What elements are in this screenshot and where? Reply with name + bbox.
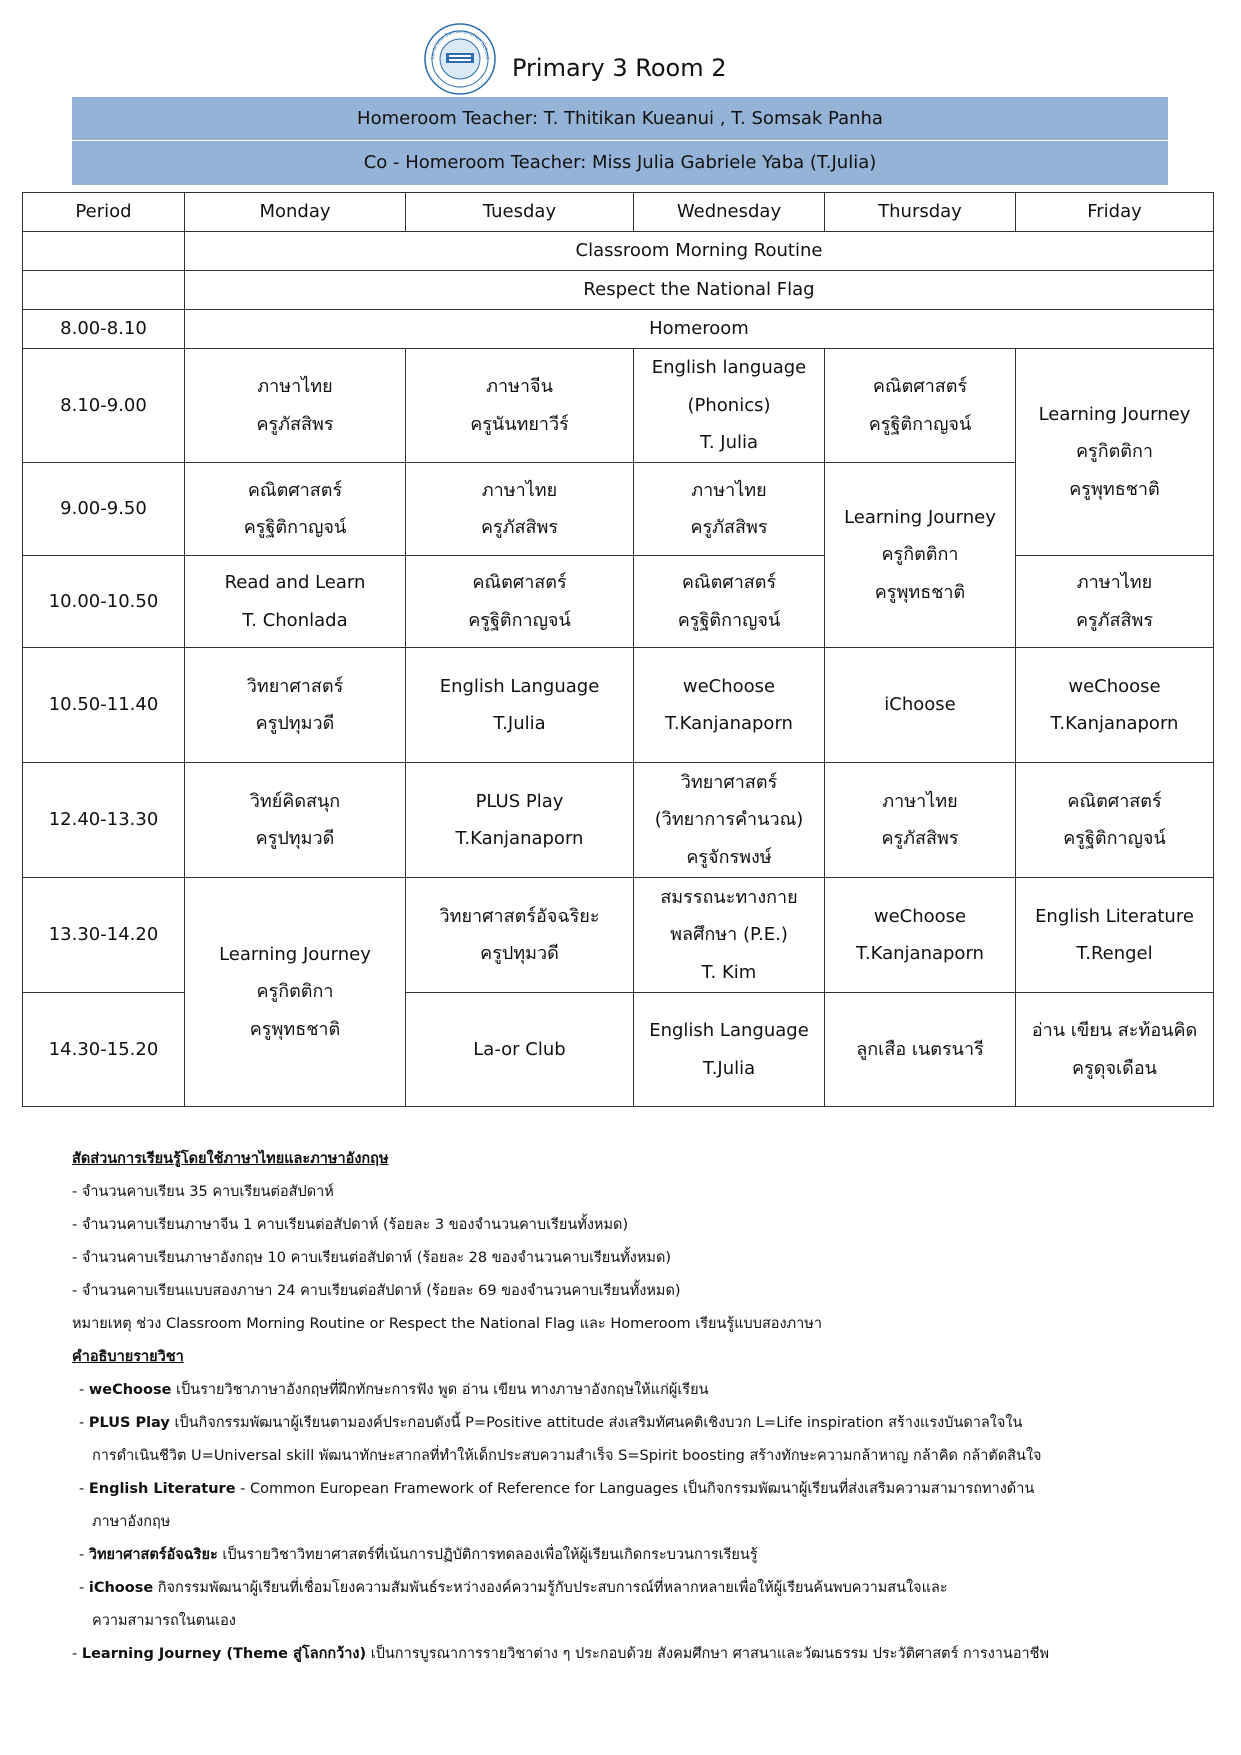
class-cell <box>1016 763 1214 878</box>
teacher: ครูดุจเดือน <box>1072 1057 1157 1079</box>
class-cell <box>1016 648 1214 763</box>
subject: La-or Club <box>473 1038 566 1060</box>
description-term: วิทยาศาสตร์อัจฉริยะ <box>88 1547 218 1563</box>
teacher: ครูปทุมวดี <box>255 713 335 734</box>
co-homeroom-teacher: Co - Homeroom Teacher: Miss Julia Gabriele Yaba (T.Julia) <box>72 141 1168 185</box>
subject: Learning Journey <box>219 943 371 965</box>
description-text: การดำเนินชีวิต U=Universal skill พัฒนาทักษะสากลที่ทำให้เด็กประสบความสำเร็จ S=Spirit boosting สร้างทักษะความกล้าหาญ กล้าคิด กล้าตัดสินใจ <box>92 1448 1042 1464</box>
table-row <box>23 232 1214 271</box>
subject: อ่าน เขียน สะท้อนคิด <box>1031 1020 1198 1041</box>
teacher: T.Kanjanaporn <box>665 713 793 734</box>
teacher: T. Kim <box>701 961 757 983</box>
description-text: ความสามารถในตนเอง <box>92 1613 236 1629</box>
subject: English Language <box>649 1020 809 1041</box>
class-cell <box>634 556 825 648</box>
teacher: ครูภัสสิพร <box>1075 609 1154 631</box>
subject: ภาษาไทย <box>882 790 958 812</box>
teacher: ครูภัสสิพร <box>256 413 334 435</box>
subject: ภาษาไทย <box>1076 572 1153 593</box>
class-cell <box>634 993 825 1107</box>
teacher: T.Kanjanaporn <box>856 943 984 964</box>
homeroom-teacher: Homeroom Teacher: T. Thitikan Kueanui , T. Somsak Panha <box>72 97 1168 141</box>
teacher: ครูพุทธชาติ <box>874 581 966 603</box>
teacher: T.Rengel <box>1076 943 1153 964</box>
empty-cell <box>23 271 185 310</box>
table-row <box>23 349 1214 463</box>
description-item: - วิทยาศาสตร์อัจฉริยะ เป็นรายวิชาวิทยาศาสตร์ที่เน้นการปฏิบัติการทดลองเพื่อให้ผู้เรียนเกิดกระบวนการเรียนรู้ <box>79 1547 758 1563</box>
subject: ลูกเสือ เนตรนารี <box>856 1038 984 1060</box>
teacher: ครูปทุมวดี <box>255 828 335 849</box>
note-line: - จำนวนคาบเรียนภาษาจีน 1 คาบเรียนต่อสัปดาห์ (ร้อยละ 3 ของจำนวนคาบเรียนทั้งหมด) <box>72 1217 629 1233</box>
subject: ภาษาไทย <box>257 376 333 397</box>
subject: Read and Learn <box>224 572 366 593</box>
class-cell <box>825 878 1016 993</box>
class-cell <box>825 648 1016 763</box>
teacher: ครูพุทธชาติ <box>1069 478 1160 500</box>
subject: คณิตศาสตร์ <box>472 572 567 593</box>
subject: วิทยาศาสตร์ <box>680 771 778 793</box>
teacher: ครูฐิติกาญจน์ <box>868 413 972 435</box>
teacher: ครูพุทธชาติ <box>249 1018 341 1040</box>
table-row <box>23 271 1214 310</box>
class-cell <box>185 763 406 878</box>
period-time: 8.10-9.00 <box>23 349 185 463</box>
period-time: 10.50-11.40 <box>23 648 185 763</box>
subject: วิทยาศาสตร์ <box>246 675 344 697</box>
description-item: - weChoose เป็นรายวิชาภาษาอังกฤษที่ฝึกทักษะการฟัง พูด อ่าน เขียน ทางภาษาอังกฤษให้แก่ผู้เรียน <box>79 1382 709 1398</box>
notes-heading: สัดส่วนการเรียนรู้โดยใช้ภาษาไทยและภาษาอังกฤษ <box>72 1151 389 1167</box>
description-heading: คำอธิบายรายวิชา <box>72 1349 184 1365</box>
teacher: ครูกิตติกา <box>256 981 334 1003</box>
teacher: ครูฐิติกาญจน์ <box>1063 828 1166 849</box>
subject: English Literature <box>1035 905 1194 927</box>
subject: weChoose <box>873 905 967 927</box>
class-cell <box>825 463 1016 648</box>
subject-detail: (วิทยาการคำนวณ) <box>654 809 804 831</box>
subject: iChoose <box>884 694 956 716</box>
school-logo <box>424 23 496 95</box>
class-cell <box>1016 878 1214 993</box>
description-item: - iChoose กิจกรรมพัฒนาผู้เรียนที่เชื่อมโยงความสัมพันธ์ระหว่างองค์ความรู้กับประสบการณ์ที่หลากหลายเพื่อให้ผู้เรียนค้นพบความสนใจและ <box>79 1580 948 1596</box>
col-header-wednesday: Wednesday <box>634 193 825 232</box>
col-header-thursday: Thursday <box>825 193 1016 232</box>
subject: Learning Journey <box>844 506 996 528</box>
subject: ภาษาไทย <box>691 479 767 501</box>
col-header-friday: Friday <box>1016 193 1214 232</box>
subject: ภาษาไทย <box>481 479 558 501</box>
morning-routine: Classroom Morning Routine <box>185 232 1214 271</box>
teacher: ครูภัสสิพร <box>881 828 959 849</box>
class-cell <box>406 463 634 556</box>
description-term: weChoose <box>88 1382 172 1398</box>
description-term: Learning Journey (Theme สู่โลกกว้าง) <box>81 1646 367 1662</box>
description-text: เป็นการบูรณาการรายวิชาต่าง ๆ ประกอบด้วย สังคมศึกษา ศาสนาและวัฒนธรรม ประวัติศาสตร์ การงานอาชีพ <box>366 1646 1050 1662</box>
table-row <box>23 648 1214 763</box>
homeroom-cell: Homeroom <box>185 310 1214 349</box>
subject: วิทยาศาสตร์อัจฉริยะ <box>439 905 600 927</box>
description-term: English Literature <box>88 1481 236 1497</box>
teacher: ครูกิตติกา <box>881 544 959 566</box>
subject: PLUS Play <box>475 790 564 812</box>
period-time: 8.00-8.10 <box>23 310 185 349</box>
subject-detail: (Phonics) <box>687 394 771 416</box>
description-term: PLUS Play <box>88 1415 170 1431</box>
table-row <box>23 763 1214 878</box>
description-text: เป็นกิจกรรมพัฒนาผู้เรียนตามองค์ประกอบดังนี้ P=Positive attitude ส่งเสริมทัศนคติเชิงบวก L=Life inspiration สร้างแรงบันดาลใจใน <box>169 1415 1023 1431</box>
class-cell <box>185 648 406 763</box>
class-cell <box>185 349 406 463</box>
note-line: - จำนวนคาบเรียนแบบสองภาษา 24 คาบเรียนต่อสัปดาห์ (ร้อยละ 69 ของจำนวนคาบเรียนทั้งหมด) <box>72 1283 681 1299</box>
table-row <box>23 556 1214 648</box>
notes-section <box>72 1143 1202 1671</box>
note-remark: หมายเหตุ ช่วง Classroom Morning Routine or Respect the National Flag และ Homeroom เรียนรู้แบบสองภาษา <box>72 1316 822 1332</box>
teacher: T.Julia <box>493 713 546 734</box>
teacher: ครูจักรพงษ์ <box>686 846 772 868</box>
class-cell <box>634 349 825 463</box>
subject: วิทย์คิดสนุก <box>249 790 341 812</box>
class-cell <box>825 349 1016 463</box>
class-cell <box>406 648 634 763</box>
teacher: ครูฐิติกาญจน์ <box>677 609 781 631</box>
class-cell <box>1016 556 1214 648</box>
empty-cell <box>23 232 185 271</box>
subject: สมรรถนะทางกาย <box>660 886 798 908</box>
teacher: ครูฐิติกาญจน์ <box>243 517 347 538</box>
header-row <box>23 193 1214 232</box>
teacher: ครูภัสสิพร <box>480 517 559 538</box>
subject: weChoose <box>682 675 776 697</box>
class-cell <box>185 878 406 1107</box>
col-header-tuesday: Tuesday <box>406 193 634 232</box>
subject: English language <box>651 357 807 379</box>
subject: คณิตศาสตร์ <box>1067 790 1162 812</box>
description-text: กิจกรรมพัฒนาผู้เรียนที่เชื่อมโยงความสัมพันธ์ระหว่างองค์ความรู้กับประสบการณ์ที่หลากหลายเพื่อให้ผู้เรียนค้นพบความสนใจและ <box>153 1580 948 1596</box>
class-cell <box>825 763 1016 878</box>
teacher: T. Chonlada <box>242 609 348 631</box>
teacher: T. Julia <box>699 432 759 454</box>
logo-text: La-or Utis Demonstration School <box>429 28 491 60</box>
description-item: - PLUS Play เป็นกิจกรรมพัฒนาผู้เรียนตามองค์ประกอบดังนี้ P=Positive attitude ส่งเสริมทัศนคติเชิงบวก L=Life inspiration สร้างแรงบันดาลใจใน <box>79 1415 1023 1431</box>
period-time: 14.30-15.20 <box>23 993 185 1107</box>
class-cell <box>1016 349 1214 556</box>
subject: weChoose <box>1068 675 1161 697</box>
class-cell <box>825 993 1016 1107</box>
subject: คณิตศาสตร์ <box>681 572 777 593</box>
teacher: ครูกิตติกา <box>1076 441 1153 463</box>
description-text: - Common European Framework of Reference for Languages เป็นกิจกรรมพัฒนาผู้เรียนที่ส่งเสริมความสามารถทางด้าน <box>235 1481 1035 1497</box>
page-title: Primary 3 Room 2 <box>512 54 727 82</box>
class-cell <box>634 878 825 993</box>
col-header-monday: Monday <box>185 193 406 232</box>
timetable <box>22 192 1214 1107</box>
class-cell <box>634 463 825 556</box>
teacher: T.Julia <box>702 1057 756 1079</box>
subject: ภาษาจีน <box>486 376 553 397</box>
period-time: 10.00-10.50 <box>23 556 185 648</box>
class-cell <box>634 648 825 763</box>
table-row <box>23 878 1214 993</box>
subject: คณิตศาสตร์ <box>247 479 343 501</box>
description-item: - Learning Journey (Theme สู่โลกกว้าง) เป็นการบูรณาการรายวิชาต่าง ๆ ประกอบด้วย สังคมศึกษา ศาสนาและวัฒนธรรม ประวัติศาสตร์ การงานอาชีพ <box>72 1646 1050 1662</box>
class-cell <box>406 993 634 1107</box>
class-cell <box>1016 993 1214 1107</box>
description-term: iChoose <box>88 1580 154 1596</box>
subject: Learning Journey <box>1038 403 1191 425</box>
period-time: 9.00-9.50 <box>23 463 185 556</box>
description-item: - English Literature - Common European Framework of Reference for Languages เป็นกิจกรรมพัฒนาผู้เรียนที่ส่งเสริมความสามารถทางด้าน <box>79 1481 1035 1497</box>
class-cell <box>634 763 825 878</box>
teacher: T.Kanjanaporn <box>1050 713 1179 734</box>
description-text: เป็นรายวิชาภาษาอังกฤษที่ฝึกทักษะการฟัง พูด อ่าน เขียน ทางภาษาอังกฤษให้แก่ผู้เรียน <box>171 1382 709 1398</box>
note-line: - จำนวนคาบเรียนภาษาอังกฤษ 10 คาบเรียนต่อสัปดาห์ (ร้อยละ 28 ของจำนวนคาบเรียนทั้งหมด) <box>72 1250 672 1266</box>
class-cell <box>185 556 406 648</box>
description-text: เป็นรายวิชาวิทยาศาสตร์ที่เน้นการปฏิบัติการทดลองเพื่อให้ผู้เรียนเกิดกระบวนการเรียนรู้ <box>217 1547 758 1563</box>
teacher: T.Kanjanaporn <box>455 828 584 849</box>
teacher: ครูนันทยาวีร์ <box>470 413 569 435</box>
national-flag: Respect the National Flag <box>185 271 1214 310</box>
description-text: ภาษาอังกฤษ <box>92 1514 171 1530</box>
teacher: ครูปทุมวดี <box>480 943 559 964</box>
class-cell <box>406 763 634 878</box>
class-cell <box>406 556 634 648</box>
table-row <box>23 310 1214 349</box>
class-cell <box>185 463 406 556</box>
note-line: - จำนวนคาบเรียน 35 คาบเรียนต่อสัปดาห์ <box>72 1184 334 1200</box>
subject: คณิตศาสตร์ <box>872 376 968 397</box>
period-time: 13.30-14.20 <box>23 878 185 993</box>
teacher: ครูภัสสิพร <box>690 517 768 538</box>
class-cell <box>406 878 634 993</box>
teacher: ครูฐิติกาญจน์ <box>468 609 571 631</box>
period-time: 12.40-13.30 <box>23 763 185 878</box>
subject-detail: พลศึกษา (P.E.) <box>670 924 788 946</box>
class-cell <box>406 349 634 463</box>
subject: English Language <box>439 675 600 697</box>
col-header-period: Period <box>23 193 185 232</box>
